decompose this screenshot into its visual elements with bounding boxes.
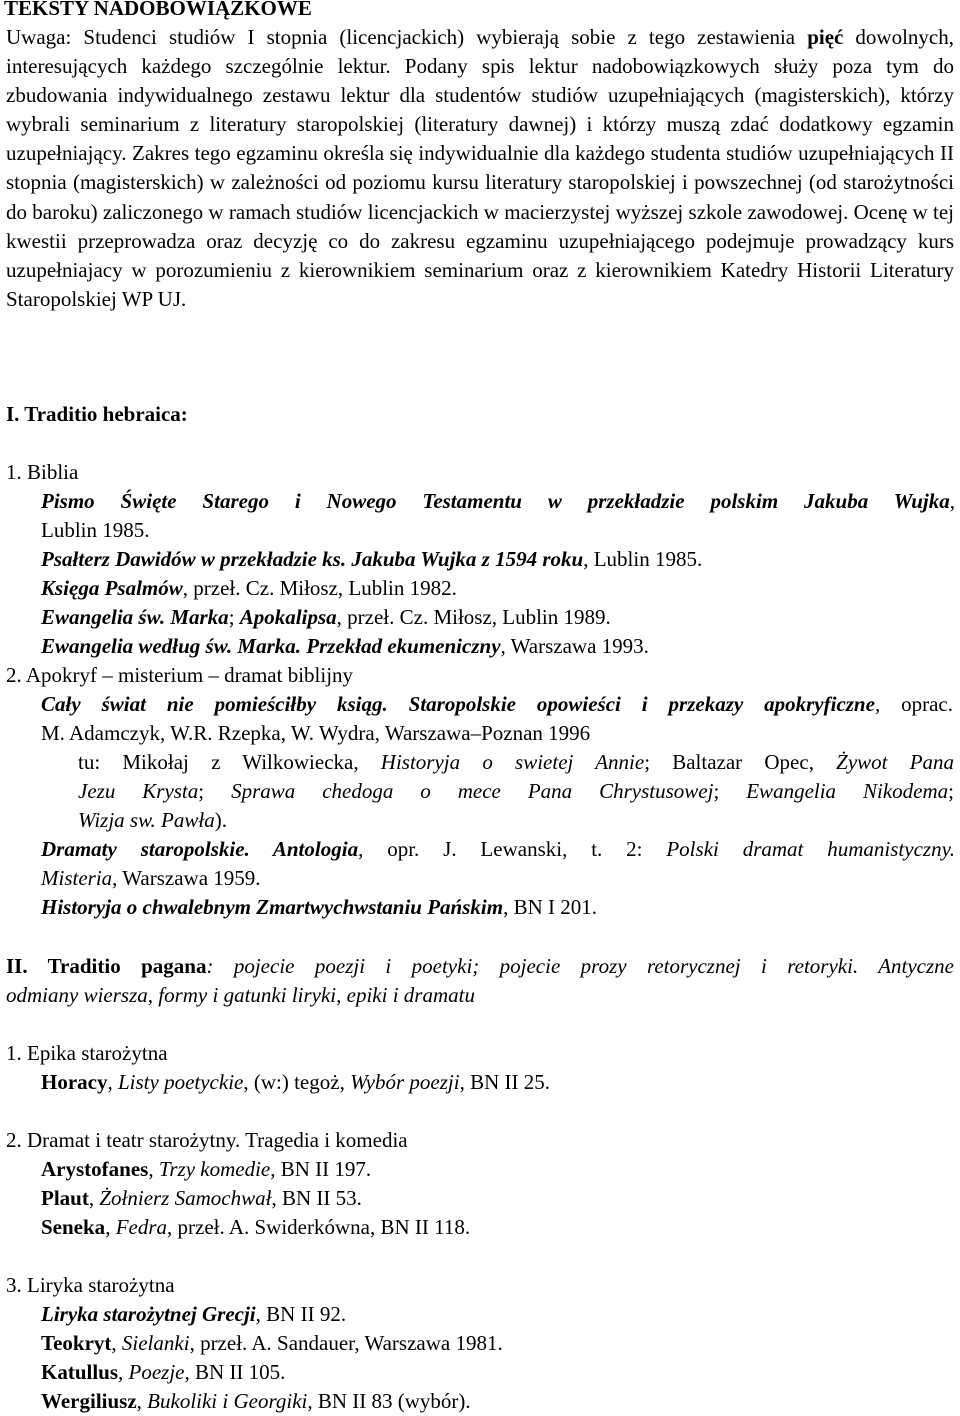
apokryf-contents-2b: ; — [198, 779, 232, 803]
apokryf-contents-2d: ; — [713, 779, 747, 803]
liryka-entry-4-sep: , — [136, 1389, 148, 1413]
epika-entry-1-rest: , BN II 25. — [459, 1070, 550, 1094]
apokryf-entry-1-title: Cały świat nie pomieściłby ksiąg. Staropolskie opowieści i przekazy apokryficzne — [41, 692, 875, 716]
liryka-entry-2-rest: , przeł. A. Sandauer, Warszawa 1981. — [189, 1331, 503, 1355]
page-title: TEKSTY NADOBOWIĄZKOWE — [4, 0, 312, 20]
dramat-entry-1-author: Arystofanes — [41, 1157, 149, 1181]
biblia-entry-2-rest: , Lublin 1985. — [583, 547, 703, 571]
dramat-entry-2-sep: , — [88, 1186, 100, 1210]
apokryf-entry-2-title: Dramaty staropolskie. Antologia — [41, 837, 359, 861]
dramat-entry-1-rest: , BN II 197. — [270, 1157, 372, 1181]
biblia-entry-1-cont: Lublin 1985. — [41, 518, 150, 542]
apokryf-contents-2a: Jezu Krysta — [78, 779, 199, 803]
intro-emphasis: pięć — [807, 25, 844, 49]
apokryf-contents-2c: Sprawa chedoga o mece Pana Chrystusowej — [231, 779, 714, 803]
apokryf-contents-line-1 — [78, 748, 954, 777]
liryka-entry-3-sep: , — [118, 1360, 129, 1384]
apokryf-entry-2 — [41, 835, 955, 864]
apokryf-contents-1b: Historyja o swietej Annie — [380, 750, 645, 774]
liryka-entry-2-title: Sielanki — [121, 1331, 190, 1355]
apokryf-entry-1-cont: M. Adamczyk, W.R. Rzepka, W. Wydra, Warszawa–Poznan 1996 — [41, 721, 591, 745]
biblia-entry-4-title-a: Ewangelia św. Marka — [41, 605, 229, 629]
apokryf-entry-3 — [41, 893, 597, 922]
liryka-entry-3-title: Poezje — [128, 1360, 185, 1384]
section-2-heading-cont: odmiany wiersza, formy i gatunki liryki, epiki i dramatu — [6, 983, 475, 1007]
apokryf-entry-1-rest: , oprac. — [874, 692, 953, 716]
liryka-entry-2-author: Teokryt — [41, 1331, 112, 1355]
epika-entry-1-author: Horacy — [41, 1070, 108, 1094]
liryka-entry-3 — [41, 1358, 285, 1387]
apokryf-entry-1 — [41, 690, 953, 719]
liryka-entry-1-rest: , BN II 92. — [255, 1302, 347, 1326]
biblia-entry-1 — [41, 487, 955, 516]
epika-entry-1-title-2: Wybór poezji — [350, 1070, 460, 1094]
biblia-entry-4-sep: ; — [228, 605, 240, 629]
liryka-entry-4 — [41, 1387, 471, 1416]
biblia-entry-5 — [41, 632, 649, 661]
apokryf-contents-2e: Ewangelia Nikodema — [746, 779, 949, 803]
section-2-heading-italic: : pojecie poezji i poetyki; pojecie prozy retorycznej i retoryki. Antyczne — [206, 954, 955, 978]
section-2-heading — [6, 952, 954, 981]
subsection-liryka-label: 3. Liryka starożytna — [6, 1273, 175, 1297]
subsection-apokryf-label: 2. Apokryf – misterium – dramat biblijny — [6, 663, 354, 687]
liryka-entry-1-title: Liryka starożytnej Grecji — [41, 1302, 256, 1326]
biblia-entry-4-rest: , przeł. Cz. Miłosz, Lublin 1989. — [336, 605, 611, 629]
biblia-entry-1-title: Pismo Święte Starego i Nowego Testamentu w przekładzie polskim Jakuba Wujka — [41, 489, 950, 513]
apokryf-entry-2-cont — [41, 864, 261, 893]
biblia-entry-5-rest: , Warszawa 1993. — [500, 634, 649, 658]
dramat-entry-3-rest: , przeł. A. Swiderkówna, BN II 118. — [167, 1215, 471, 1239]
biblia-entry-2-title: Psałterz Dawidów w przekładzie ks. Jakuba Wujka z 1594 roku — [41, 547, 584, 571]
dramat-entry-2-rest: , BN II 53. — [271, 1186, 362, 1210]
apokryf-entry-2-cont-italic: Misteria — [41, 866, 113, 890]
dramat-entry-2-title: Żołnierz Samochwał — [99, 1186, 272, 1210]
section-1-heading: I. Traditio hebraica: — [6, 402, 188, 426]
dramat-entry-1-title: Trzy komedie — [158, 1157, 271, 1181]
liryka-entry-4-title: Bukoliki i Georgiki — [147, 1389, 308, 1413]
biblia-entry-3-title: Księga Psalmów — [41, 576, 183, 600]
liryka-entry-4-author: Wergiliusz — [41, 1389, 137, 1413]
epika-entry-1-mid: , (w:) tegoż, — [243, 1070, 351, 1094]
epika-entry-1 — [41, 1068, 550, 1097]
apokryf-contents-1a: tu: Mikołaj z Wilkowiecka, — [78, 750, 381, 774]
biblia-entry-4 — [41, 603, 611, 632]
biblia-entry-4-title-b: Apokalipsa — [239, 605, 337, 629]
liryka-entry-4-rest: , BN II 83 (wybór). — [307, 1389, 471, 1413]
apokryf-contents-3a: Wizja sw. Pawła — [78, 808, 215, 832]
apokryf-contents-line-2 — [78, 777, 954, 806]
dramat-entry-3-title: Fedra — [115, 1215, 168, 1239]
dramat-entry-2-author: Plaut — [41, 1186, 89, 1210]
liryka-entry-2 — [41, 1329, 503, 1358]
apokryf-contents-line-3 — [78, 806, 227, 835]
apokryf-contents-1d: Żywot Pana — [836, 750, 955, 774]
apokryf-entry-3-rest: , BN I 201. — [503, 895, 597, 919]
subsection-dramat-label: 2. Dramat i teatr starożytny. Tragedia i komedia — [6, 1128, 408, 1152]
liryka-entry-3-rest: , BN II 105. — [184, 1360, 286, 1384]
section-2-heading-bold: II. Traditio pagana — [6, 954, 207, 978]
biblia-entry-5-title: Ewangelia według św. Marka. Przekład ekumeniczny — [41, 634, 501, 658]
liryka-entry-3-author: Katullus — [41, 1360, 119, 1384]
apokryf-entry-2-italic: Polski dramat humanistyczny. — [666, 837, 955, 861]
dramat-entry-3-sep: , — [105, 1215, 116, 1239]
apokryf-contents-3b: ). — [214, 808, 227, 832]
apokryf-entry-2-cont-rest: , Warszawa 1959. — [112, 866, 261, 890]
dramat-entry-3 — [41, 1213, 470, 1242]
subsection-biblia-label: 1. Biblia — [6, 460, 79, 484]
intro-text-2: dowolnych, interesujących każdego szczególnie lektur. Podany spis lektur nadobowiązkowych służy poza tym do zbudowania indywidualnego zestawu lektur dla studentów studiów uzupełniających (magisterskich), którzy wybrali seminarium z literatury staropolskiej (literatury dawnej) i którzy muszą zdać dodatkowy egzamin uzupełniający. Zakres tego egzaminu określa się indywidualnie dla każdego studenta studiów uzupełniających II stopnia (magisterskich) w zależności od poziomu kursu literatury staropolskiej i powszechnej (od starożytności do baroku) zaliczonego w ramach studiów licencjackich w macierzystej wyższej szkole zawodowej. Ocenę w tej kwestii przeprowadza oraz decyzję co do zakresu egzaminu uzupełniającego podejmuje prowadzący kurs uzupełniajacy w porozumieniu z kierownikiem seminarium oraz z kierownikiem Katedry Historii Literatury Staropolskiej WP UJ. — [6, 25, 954, 311]
dramat-entry-2 — [41, 1184, 362, 1213]
biblia-entry-3-rest: , przeł. Cz. Miłosz, Lublin 1982. — [182, 576, 457, 600]
apokryf-entry-3-title: Historyja o chwalebnym Zmartwychwstaniu Pańskim — [41, 895, 504, 919]
apokryf-contents-1c: ; Baltazar Opec, — [644, 750, 837, 774]
epika-entry-1-title: Listy poetyckie — [117, 1070, 244, 1094]
intro-text-1: Uwaga: Studenci studiów I stopnia (licencjackich) wybierają sobie z tego zestawienia — [6, 25, 808, 49]
dramat-entry-3-author: Seneka — [41, 1215, 106, 1239]
apokryf-contents-2f: ; — [948, 779, 954, 803]
biblia-entry-3 — [41, 574, 457, 603]
dramat-entry-1 — [41, 1155, 371, 1184]
apokryf-entry-2-mid: , opr. J. Lewanski, t. 2: — [358, 837, 667, 861]
subsection-epika-label: 1. Epika starożytna — [6, 1041, 168, 1065]
dramat-entry-1-sep: , — [148, 1157, 159, 1181]
liryka-entry-2-sep: , — [111, 1331, 122, 1355]
intro-paragraph — [6, 23, 954, 314]
biblia-entry-1-rest: , — [949, 489, 955, 513]
biblia-entry-2 — [41, 545, 702, 574]
epika-entry-1-sep: , — [107, 1070, 118, 1094]
liryka-entry-1 — [41, 1300, 346, 1329]
